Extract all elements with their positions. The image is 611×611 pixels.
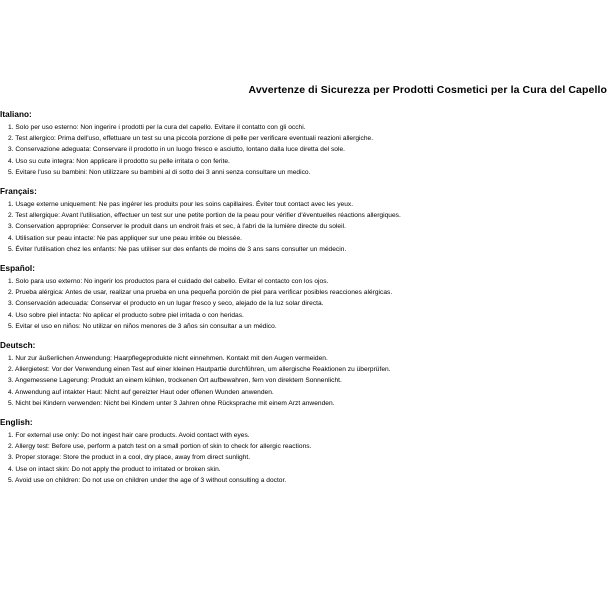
list-item: 4. Uso su cute integra: Non applicare il prodotto su pelle irritata o con ferite. [8, 157, 230, 165]
list-item: 1. Usage externe uniquement: Ne pas ingérer les produits pour les soins capillaires. Éviter tout contact avec les yeux. [8, 201, 354, 209]
section-heading: English: [0, 418, 33, 428]
warning-list [0, 122, 605, 178]
section-heading: Italiano: [0, 110, 32, 119]
list-item: 4. Use on intact skin: Do not apply the product to irritated or broken skin. [8, 465, 221, 473]
list-item: 5. Éviter l'utilisation chez les enfants: Ne pas utiliser sur des enfants de moins de 3 ans sans consulter un médecin. [8, 245, 347, 253]
list-item: 5. Nicht bei Kindern verwenden: Nicht bei Kindern unter 3 Jahren ohne Rücksprache mit einem Arzt anwenden. [8, 399, 335, 407]
list-item: 2. Prueba alérgica: Antes de usar, realizar una prueba en una pequeña porción de piel para verificar posibles reacciones alérgicas. [8, 289, 393, 297]
language-section-francais [0, 187, 605, 255]
list-item: 5. Avoid use on children: Do not use on children under the age of 3 without consulting a doctor. [8, 476, 287, 484]
warning-list [0, 199, 605, 255]
language-section-deutsch [0, 341, 605, 409]
warning-list [0, 353, 605, 409]
section-heading: Deutsch: [0, 341, 36, 351]
list-item: 2. Test allergico: Prima dell'uso, effettuare un test su una piccola porzione di pelle per verificare eventuali reazioni allergiche. [8, 135, 374, 143]
list-item: 3. Angemessene Lagerung: Produkt an einem kühlen, trockenen Ort aufbewahren, fern von direktem Sonnenlicht. [8, 377, 342, 385]
list-item: 3. Proper storage: Store the product in a cool, dry place, away from direct sunlight. [8, 454, 251, 462]
document-body [0, 110, 605, 495]
list-item: 5. Evitare l'uso su bambini: Non utilizzare su bambini al di sotto dei 3 anni senza consultare un medico. [8, 168, 311, 176]
list-item: 4. Anwendung auf intakter Haut: Nicht auf gereizter Haut oder offenen Wunden anwenden. [8, 388, 274, 396]
list-item: 4. Utilisation sur peau intacte: Ne pas appliquer sur une peau irritée ou blessée. [8, 234, 243, 242]
list-item: 1. Solo per uso esterno: Non ingerire i prodotti per la cura del capello. Evitare il contatto con gli occhi. [8, 124, 306, 131]
section-heading: Français: [0, 187, 37, 197]
warning-list [0, 276, 605, 332]
list-item: 3. Conservazione adeguata: Conservare il prodotto in un luogo fresco e asciutto, lontano dalla luce diretta del sole. [8, 146, 345, 154]
list-item: 2. Allergy test: Before use, perform a patch test on a small portion of skin to check for allergic reactions. [8, 443, 312, 451]
list-item: 3. Conservation appropriée: Conserver le produit dans un endroit frais et sec, à l'abri de la lumière directe du soleil. [8, 223, 346, 231]
list-item: 3. Conservación adecuada: Conservar el producto en un lugar fresco y seco, alejado de la luz solar directa. [8, 300, 324, 308]
list-item: 4. Uso sobre piel intacta: No aplicar el producto sobre piel irritada o con heridas. [8, 311, 244, 319]
language-section-italiano [0, 110, 605, 178]
language-section-english [0, 418, 605, 486]
list-item: 1. Nur zur äußerlichen Anwendung: Haarpflegeprodukte nicht einnehmen. Kontakt mit den Augen vermeiden. [8, 355, 328, 363]
list-item: 1. Solo para uso externo: No ingerir los productos para el cuidado del cabello. Evitar el contacto con los ojos. [8, 278, 329, 286]
page-title: Avvertenze di Sicurezza per Prodotti Cosmetici per la Cura del Capello [248, 84, 607, 96]
list-item: 2. Allergietest: Vor der Verwendung einen Test auf einer kleinen Hautpartie durchführen, um allergische Reaktionen zu überprüfen. [8, 366, 391, 374]
language-section-espanol [0, 264, 605, 332]
list-item: 5. Evitar el uso en niños: No utilizar en niños menores de 3 años sin consultar a un médico. [8, 322, 277, 330]
list-item: 2. Test allergique: Avant l'utilisation, effectuer un test sur une petite portion de la peau pour vérifier d'éventuelles réactions allergiques. [8, 212, 401, 220]
section-heading: Español: [0, 264, 35, 274]
list-item: 1. For external use only: Do not ingest hair care products. Avoid contact with eyes. [8, 432, 250, 440]
warning-list [0, 430, 605, 486]
